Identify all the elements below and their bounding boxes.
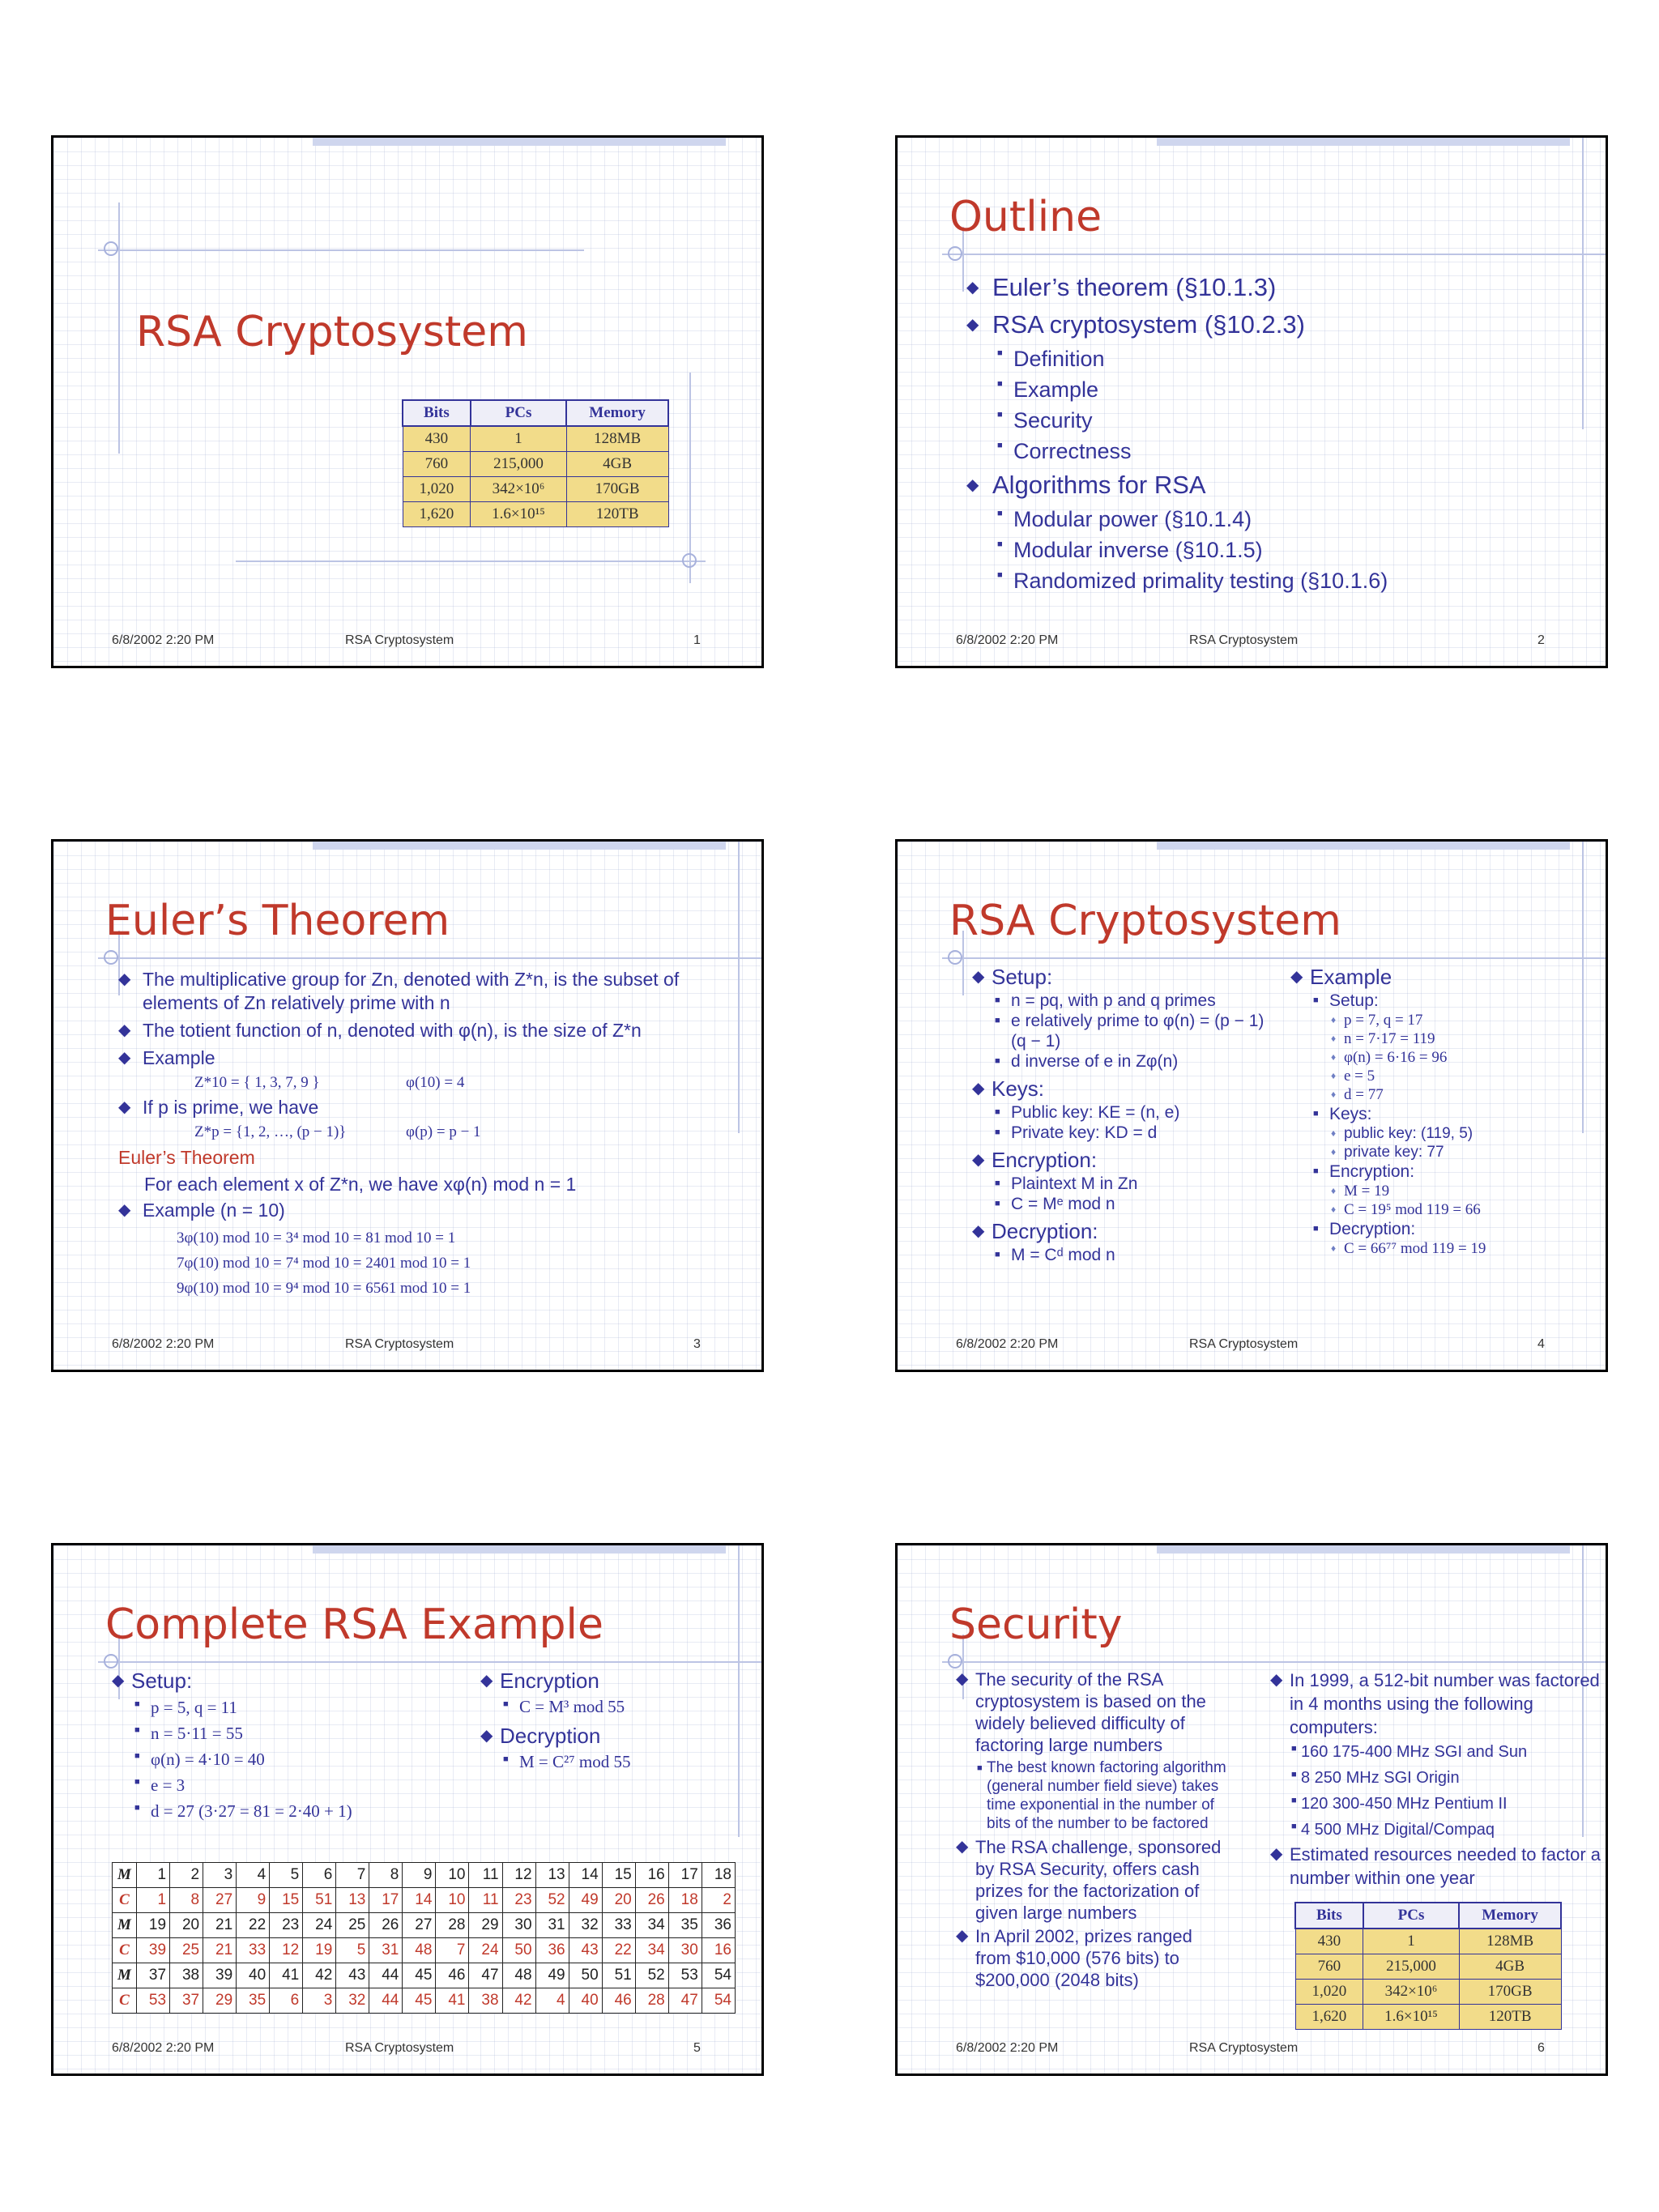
list-item: ■ Keys: (1311, 1104, 1598, 1124)
table-cell: 11 (469, 1888, 502, 1913)
crosshair-icon (948, 246, 962, 261)
math-text: Z*10 = { 1, 3, 7, 9 } (194, 1074, 320, 1091)
table-header: Bits (1295, 1903, 1363, 1929)
table-cell: 34 (635, 1913, 668, 1938)
table-row (403, 452, 668, 477)
table-cell: 48 (502, 1963, 535, 1988)
table-cell: 26 (635, 1888, 668, 1913)
example-line (118, 1119, 758, 1145)
table-cell: 215,000 (1363, 1954, 1459, 1980)
sub-bullet: ■ 120 300-450 MHz Pentium II (1290, 1791, 1602, 1817)
row-label: C (113, 1938, 137, 1963)
slide-title: RSA Cryptosystem (136, 308, 528, 356)
calc-line: 3φ(10) mod 10 = 3⁴ mod 10 = 81 mod 10 = 1 (177, 1230, 456, 1247)
table-cell: 19 (137, 1913, 170, 1938)
section-heading: ◆ Encryption (480, 1667, 748, 1694)
footer-date: 6/8/2002 2:20 PM (956, 2041, 1059, 2055)
list-subitem: ♦ public key: (119, 5) (1329, 1124, 1598, 1143)
list-item: ■ M = Cᵈ mod n (993, 1245, 1280, 1265)
footer-date: 6/8/2002 2:20 PM (956, 633, 1059, 647)
table-cell: 1 (137, 1863, 170, 1888)
table-cell: 37 (170, 1988, 203, 2014)
list-item: ■ Encryption: (1311, 1161, 1598, 1182)
table-cell: 52 (635, 1963, 668, 1988)
table-cell: 2 (702, 1888, 735, 1913)
table-row (113, 1963, 736, 1988)
table-header: PCs (471, 400, 566, 426)
crosshair-icon (104, 950, 118, 965)
decor-line (1582, 138, 1584, 429)
calc-line: 9φ(10) mod 10 = 9⁴ mod 10 = 6561 mod 10 = 1 (177, 1280, 471, 1297)
section-heading: ◆ Decryption: (972, 1217, 1280, 1245)
sub-bullet: ■ 160 175-400 MHz SGI and Sun (1290, 1739, 1602, 1765)
encryption-table (112, 1862, 736, 2014)
list-item: ■ Decryption: (1311, 1219, 1598, 1239)
table-cell: 16 (635, 1863, 668, 1888)
table-cell: 54 (702, 1963, 735, 1988)
slide-number: 4 (1537, 1337, 1545, 1351)
slide-1 (51, 135, 764, 668)
table-row (113, 1888, 736, 1913)
table-cell: 28 (635, 1988, 668, 2014)
list-subitem: ♦ d = 77 (1329, 1085, 1598, 1104)
table-row (403, 502, 668, 527)
sub-bullet: ■ 8 250 MHz SGI Origin (1290, 1765, 1602, 1791)
list-subitem: ♦ e = 5 (1329, 1067, 1598, 1085)
table-cell: 128MB (566, 426, 668, 452)
table-cell: 39 (137, 1938, 170, 1963)
section-heading: ◆ Encryption: (972, 1146, 1280, 1174)
crosshair-icon (948, 950, 962, 965)
footer-title: RSA Cryptosystem (345, 633, 454, 647)
table-cell: 38 (170, 1963, 203, 1988)
table-cell: 12 (502, 1863, 535, 1888)
table-cell: 40 (569, 1988, 602, 2014)
table-cell: 4GB (566, 452, 668, 477)
list-item: ■ Plaintext M in Zn (993, 1174, 1280, 1194)
table-cell: 21 (203, 1938, 237, 1963)
list-subitem: ♦ M = 19 (1329, 1182, 1598, 1200)
table-cell: 32 (336, 1988, 369, 2014)
table-cell: 1 (1363, 1929, 1459, 1954)
row-label: M (113, 1963, 137, 1988)
theorem-text: For each element x of Z*n, we have xφ(n) mod n = 1 (144, 1174, 577, 1195)
table-cell: 27 (203, 1888, 237, 1913)
decor-line (942, 957, 1608, 959)
section-heading: ◆ Example (1290, 963, 1598, 991)
table-cell: 4 (535, 1988, 569, 2014)
table-cell: 170GB (1459, 1980, 1561, 2005)
table-cell: 46 (436, 1963, 469, 1988)
setup-column (112, 1667, 436, 1824)
outline-subitem: ■ Example (996, 374, 1582, 405)
table-cell: 22 (237, 1913, 270, 1938)
table-header: Bits (403, 400, 471, 426)
table-cell: 128MB (1459, 1929, 1561, 1954)
table-row (1295, 2005, 1561, 2030)
table-cell: 1,620 (1295, 2005, 1363, 2030)
table-cell: 40 (237, 1963, 270, 1988)
row-label: C (113, 1888, 137, 1913)
outline-subitem: ■ Randomized primality testing (§10.1.6) (996, 565, 1582, 596)
decor-line (98, 249, 584, 251)
table-cell: 3 (303, 1988, 336, 2014)
table-header: Memory (1459, 1903, 1561, 1929)
decor-line (98, 1661, 764, 1663)
bullet: ◆ The multiplicative group for Zn, denoted with Z*n, is the subset of elements of Zn relatively prime with n (118, 968, 758, 1015)
section-heading: ◆ Decryption (480, 1722, 748, 1750)
table-cell: 30 (668, 1938, 702, 1963)
table-cell: 41 (270, 1963, 303, 1988)
table-cell: 35 (237, 1988, 270, 2014)
list-subitem: ♦ φ(n) = 6·16 = 96 (1329, 1048, 1598, 1067)
slide-number: 3 (693, 1337, 701, 1351)
table-row (403, 477, 668, 502)
row-label: M (113, 1863, 137, 1888)
outline-subitem: ■ Modular inverse (§10.1.5) (996, 535, 1582, 565)
decor-line (118, 202, 120, 454)
list-item: ■ d = 27 (3·27 = 81 = 2·40 + 1) (133, 1798, 436, 1824)
list-item: ■ Public key: KE = (n, e) (993, 1102, 1280, 1123)
table-cell: 5 (336, 1938, 369, 1963)
table-cell: 42 (303, 1963, 336, 1988)
section-heading: ◆ Keys: (972, 1075, 1280, 1102)
slide-5 (51, 1543, 764, 2076)
table-cell: 23 (270, 1913, 303, 1938)
table-cell: 49 (535, 1963, 569, 1988)
slide-number: 6 (1537, 2041, 1545, 2055)
bullet: ◆ If p is prime, we have (118, 1096, 758, 1119)
calc-line: 7φ(10) mod 10 = 7⁴ mod 10 = 2401 mod 10 = 1 (177, 1255, 471, 1272)
slide-title: Security (949, 1600, 1123, 1649)
table-cell: 42 (502, 1988, 535, 2014)
table-cell: 120TB (1459, 2005, 1561, 2030)
table-cell: 39 (203, 1963, 237, 1988)
crosshair-icon (682, 553, 697, 568)
slide-number: 1 (693, 633, 701, 647)
table-cell: 47 (469, 1963, 502, 1988)
table-cell: 4GB (1459, 1954, 1561, 1980)
outline-subitem: ■ Security (996, 405, 1582, 436)
table-cell: 54 (702, 1988, 735, 2014)
table-cell: 5 (270, 1863, 303, 1888)
table-cell: 22 (602, 1938, 635, 1963)
table-cell: 47 (668, 1988, 702, 2014)
table-row (403, 426, 668, 452)
footer-title: RSA Cryptosystem (345, 2041, 454, 2055)
decor-line (942, 1661, 1608, 1663)
table-row (113, 1988, 736, 2014)
table-cell: 43 (569, 1938, 602, 1963)
table-cell: 43 (336, 1963, 369, 1988)
security-right-column (1270, 1669, 1602, 1890)
example-column (1290, 963, 1598, 1258)
row-label: C (113, 1988, 137, 2014)
decor-line (942, 254, 1608, 255)
list-item: ■ Private key: KD = d (993, 1123, 1280, 1143)
table-row (113, 1863, 736, 1888)
bullet: ◆ Estimated resources needed to factor a number within one year (1270, 1843, 1602, 1890)
slide-number: 5 (693, 2041, 701, 2055)
table-cell: 15 (270, 1888, 303, 1913)
bullet: ◆ The totient function of n, denoted with φ(n), is the size of Z*n (118, 1019, 758, 1042)
table-cell: 24 (303, 1913, 336, 1938)
footer-title: RSA Cryptosystem (345, 1337, 454, 1351)
table-cell: 19 (303, 1938, 336, 1963)
table-cell: 10 (436, 1863, 469, 1888)
outline-subitem: ■ Definition (996, 343, 1582, 374)
table-cell: 1,020 (1295, 1980, 1363, 2005)
decor-line (689, 373, 691, 583)
table-cell: 760 (403, 452, 471, 477)
section-heading: ◆ Setup: (112, 1667, 436, 1694)
bullet: ◆ In April 2002, prizes ranged from $10,000 (576 bits) to $200,000 (2048 bits) (956, 1925, 1231, 1991)
slide-title: RSA Cryptosystem (949, 897, 1341, 945)
footer-title: RSA Cryptosystem (1189, 1337, 1299, 1351)
table-cell: 35 (668, 1913, 702, 1938)
table-cell: 30 (502, 1913, 535, 1938)
table-cell: 36 (702, 1913, 735, 1938)
table-cell: 10 (436, 1888, 469, 1913)
decor-band (1157, 138, 1570, 146)
table-header: Memory (566, 400, 668, 426)
table-cell: 17 (668, 1863, 702, 1888)
table-cell: 342×10⁶ (1363, 1980, 1459, 2005)
table-cell: 7 (436, 1938, 469, 1963)
table-cell: 11 (469, 1863, 502, 1888)
table-cell: 8 (170, 1888, 203, 1913)
list-item: ■ e relatively prime to φ(n) = (p − 1) (q − 1) (993, 1011, 1280, 1051)
table-cell: 1,620 (403, 502, 471, 527)
math-text: Z*p = {1, 2, …, (p − 1)} (194, 1123, 347, 1140)
table-cell: 31 (369, 1938, 403, 1963)
table-cell: 760 (1295, 1954, 1363, 1980)
table-cell: 50 (569, 1963, 602, 1988)
list-item: ■ Setup: (1311, 991, 1598, 1011)
table-cell: 342×10⁶ (471, 477, 566, 502)
table-cell: 21 (203, 1913, 237, 1938)
table-cell: 27 (403, 1913, 436, 1938)
footer-date: 6/8/2002 2:20 PM (112, 2041, 215, 2055)
table-cell: 170GB (566, 477, 668, 502)
bullet: ◆ Example (n = 10) (118, 1199, 758, 1222)
footer-date: 6/8/2002 2:20 PM (956, 1337, 1059, 1351)
table-cell: 38 (469, 1988, 502, 2014)
table-cell: 2 (170, 1863, 203, 1888)
decor-line (98, 957, 764, 959)
table-cell: 34 (635, 1938, 668, 1963)
list-item: ■ φ(n) = 4·10 = 40 (133, 1746, 436, 1772)
table-cell: 120TB (566, 502, 668, 527)
table-cell: 8 (369, 1863, 403, 1888)
theorem-label: Euler’s Theorem (118, 1147, 255, 1168)
table-cell: 41 (436, 1988, 469, 2014)
table-cell: 9 (237, 1888, 270, 1913)
list-item: ■ p = 5, q = 11 (133, 1694, 436, 1720)
security-left-column (956, 1669, 1231, 1991)
table-cell: 25 (170, 1938, 203, 1963)
table-cell: 32 (569, 1913, 602, 1938)
crosshair-icon (104, 241, 118, 256)
table-cell: 44 (369, 1988, 403, 2014)
table-cell: 51 (303, 1888, 336, 1913)
table-cell: 45 (403, 1963, 436, 1988)
table-cell: 16 (702, 1938, 735, 1963)
table-row (1295, 1929, 1561, 1954)
list-item: ■ n = 5·11 = 55 (133, 1720, 436, 1746)
table-cell: 9 (403, 1863, 436, 1888)
table-cell: 50 (502, 1938, 535, 1963)
footer-title: RSA Cryptosystem (1189, 633, 1299, 647)
outline-item: ◆ RSA cryptosystem (§10.2.3) (966, 306, 1582, 343)
table-cell: 17 (369, 1888, 403, 1913)
table-cell: 48 (403, 1938, 436, 1963)
table-header: PCs (1363, 1903, 1459, 1929)
table-cell: 51 (602, 1963, 635, 1988)
table-cell: 12 (270, 1938, 303, 1963)
table-cell: 3 (203, 1863, 237, 1888)
slide-title: Complete RSA Example (105, 1600, 603, 1649)
crosshair-icon (948, 1654, 962, 1669)
table-cell: 7 (336, 1863, 369, 1888)
table-cell: 45 (403, 1988, 436, 2014)
footer-date: 6/8/2002 2:20 PM (112, 633, 215, 647)
table-cell: 26 (369, 1913, 403, 1938)
list-subitem: ♦ C = 19⁵ mod 119 = 66 (1329, 1200, 1598, 1219)
list-subitem: ♦ private key: 77 (1329, 1143, 1598, 1161)
slide-4 (895, 839, 1608, 1372)
list-subitem: ♦ p = 7, q = 17 (1329, 1011, 1598, 1029)
footer-title: RSA Cryptosystem (1189, 2041, 1299, 2055)
table-cell: 1.6×10¹⁵ (471, 502, 566, 527)
table-cell: 20 (170, 1913, 203, 1938)
decor-band (313, 138, 726, 146)
table-cell: 20 (602, 1888, 635, 1913)
example-line (118, 1070, 758, 1096)
table-cell: 33 (602, 1913, 635, 1938)
table-cell: 14 (403, 1888, 436, 1913)
decor-band (1157, 842, 1570, 850)
decor-band (1157, 1545, 1570, 1554)
table-cell: 29 (469, 1913, 502, 1938)
table-cell: 6 (270, 1988, 303, 2014)
table-cell: 18 (668, 1888, 702, 1913)
table-cell: 33 (237, 1938, 270, 1963)
outline-subitem: ■ Correctness (996, 436, 1582, 467)
table-cell: 1 (471, 426, 566, 452)
outline-subitem: ■ Modular power (§10.1.4) (996, 504, 1582, 535)
table-cell: 37 (137, 1963, 170, 1988)
table-row (1295, 1954, 1561, 1980)
table-cell: 36 (535, 1938, 569, 1963)
sub-bullet: ■ The best known factoring algorithm (general number field sieve) takes time exponential in the number of bits of the number to be factored (975, 1758, 1231, 1833)
list-item: ■ C = M³ mod 55 (501, 1694, 748, 1719)
slide-title: Outline (949, 193, 1102, 241)
list-item: ■ n = pq, with p and q primes (993, 991, 1280, 1011)
slide-3 (51, 839, 764, 1372)
slide-2 (895, 135, 1608, 668)
table-cell: 44 (369, 1963, 403, 1988)
list-item: ■ e = 3 (133, 1772, 436, 1798)
outline-list (966, 269, 1582, 596)
bullet: ◆ The security of the RSA cryptosystem is based on the widely believed difficulty of factoring large numbers (956, 1669, 1231, 1756)
table-cell: 14 (569, 1863, 602, 1888)
table-cell: 53 (668, 1963, 702, 1988)
table-cell: 25 (336, 1913, 369, 1938)
slide-title: Euler’s Theorem (105, 897, 450, 945)
table-cell: 13 (535, 1863, 569, 1888)
math-text: φ(p) = p − 1 (406, 1123, 481, 1140)
table-cell: 28 (436, 1913, 469, 1938)
table-cell: 24 (469, 1938, 502, 1963)
table-cell: 13 (336, 1888, 369, 1913)
outline-item: ◆ Algorithms for RSA (966, 467, 1582, 504)
math-text: φ(10) = 4 (406, 1074, 465, 1091)
table-row (113, 1913, 736, 1938)
list-subitem: ♦ C = 66⁷⁷ mod 119 = 19 (1329, 1239, 1598, 1258)
table-cell: 15 (602, 1863, 635, 1888)
slide-body (118, 968, 758, 1301)
table-row (1295, 1980, 1561, 2005)
table-row (113, 1938, 736, 1963)
list-item: ■ M = C²⁷ mod 55 (501, 1750, 748, 1774)
footer-date: 6/8/2002 2:20 PM (112, 1337, 215, 1351)
table-cell: 23 (502, 1888, 535, 1913)
table-cell: 31 (535, 1913, 569, 1938)
list-item: ■ C = Mᵉ mod n (993, 1194, 1280, 1214)
resource-table (1294, 1902, 1562, 2030)
table-cell: 430 (403, 426, 471, 452)
table-cell: 215,000 (471, 452, 566, 477)
slide-6 (895, 1543, 1608, 2076)
resource-table (402, 399, 669, 527)
table-cell: 1 (137, 1888, 170, 1913)
row-label: M (113, 1913, 137, 1938)
table-cell: 1.6×10¹⁵ (1363, 2005, 1459, 2030)
list-subitem: ♦ n = 7·17 = 119 (1329, 1029, 1598, 1048)
outline-item: ◆ Euler’s theorem (§10.1.3) (966, 269, 1582, 306)
table-cell: 52 (535, 1888, 569, 1913)
sub-bullet: ■ 4 500 MHz Digital/Compaq (1290, 1817, 1602, 1843)
table-cell: 49 (569, 1888, 602, 1913)
bullet: ◆ In 1999, a 512-bit number was factored in 4 months using the following computers: (1270, 1669, 1602, 1739)
table-cell: 4 (237, 1863, 270, 1888)
decor-line (236, 560, 706, 562)
table-cell: 53 (137, 1988, 170, 2014)
enc-dec-column (480, 1667, 748, 1774)
decor-band (313, 1545, 726, 1554)
table-cell: 1,020 (403, 477, 471, 502)
table-cell: 18 (702, 1863, 735, 1888)
table-cell: 29 (203, 1988, 237, 2014)
bullet: ◆ The RSA challenge, sponsored by RSA Security, offers cash prizes for the factorization of given large numbers (956, 1836, 1231, 1924)
list-item: ■ d inverse of e in Zφ(n) (993, 1051, 1280, 1072)
table-cell: 430 (1295, 1929, 1363, 1954)
decor-band (313, 842, 726, 850)
bullet: ◆ Example (118, 1046, 758, 1070)
table-cell: 6 (303, 1863, 336, 1888)
definition-column (972, 963, 1280, 1265)
table-cell: 46 (602, 1988, 635, 2014)
slide-number: 2 (1537, 633, 1545, 647)
section-heading: ◆ Setup: (972, 963, 1280, 991)
